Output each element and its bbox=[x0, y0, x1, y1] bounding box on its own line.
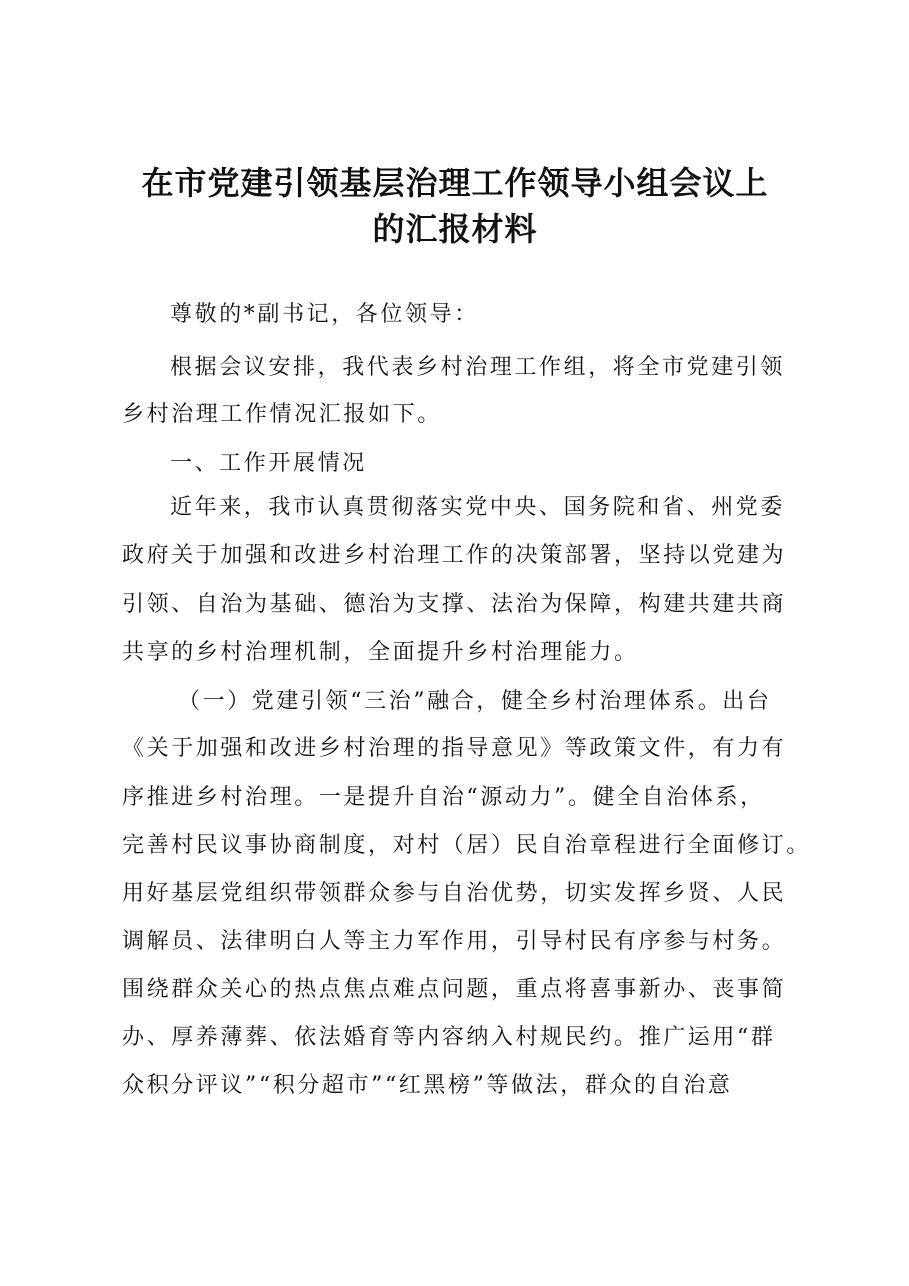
paragraph-line: 近年来，我市认真贯彻落实党中央、国务院和省、州党委 bbox=[170, 495, 786, 520]
paragraph-line: 调解员、法律明白人等主力军作用，引导村民有序参与村务。 bbox=[122, 929, 787, 954]
title-line-1: 在市党建引领基层治理工作领导小组会议上 bbox=[141, 164, 769, 202]
paragraph-line: 政府关于加强和改进乡村治理工作的决策部署，坚持以党建为 bbox=[122, 543, 787, 568]
salutation: 尊敬的*副书记，各位领导： bbox=[170, 302, 479, 327]
document-title bbox=[120, 160, 790, 252]
paragraph-line: 办、厚养薄葬、依法婚育等内容纳入村规民约。推广运用“群 bbox=[122, 1025, 776, 1050]
paragraph-line: 序推进乡村治理。一是提升自治“源动力”。健全自治体系， bbox=[122, 785, 765, 810]
paragraph-line: 共享的乡村治理机制，全面提升乡村治理能力。 bbox=[122, 640, 639, 665]
paragraph-line: 众积分评议”“积分超市”“红黑榜”等做法，群众的自治意 bbox=[122, 1073, 733, 1098]
paragraph-line: 围绕群众关心的热点焦点难点问题，重点将喜事新办、丧事简 bbox=[122, 977, 787, 1002]
paragraph-line: 乡村治理工作情况汇报如下。 bbox=[122, 402, 442, 427]
paragraph-line: 引领、自治为基础、德治为支撑、法治为保障，构建共建共商 bbox=[122, 592, 787, 617]
paragraph-line: 用好基层党组织带领群众参与自治优势，切实发挥乡贤、人民 bbox=[122, 881, 787, 906]
paragraph-line: 根据会议安排，我代表乡村治理工作组，将全市党建引领 bbox=[170, 355, 786, 380]
title-line-2: 的汇报材料 bbox=[372, 210, 538, 248]
section-heading: 一、工作开展情况 bbox=[170, 451, 367, 476]
paragraph-line: （一）党建引领“三治”融合，健全乡村治理体系。出台 bbox=[178, 689, 772, 714]
paragraph-line: 完善村民议事协商制度，对村（居）民自治章程进行全面修订。 bbox=[122, 833, 811, 858]
paragraph-line: 《关于加强和改进乡村治理的指导意见》等政策文件，有力有 bbox=[122, 736, 787, 761]
